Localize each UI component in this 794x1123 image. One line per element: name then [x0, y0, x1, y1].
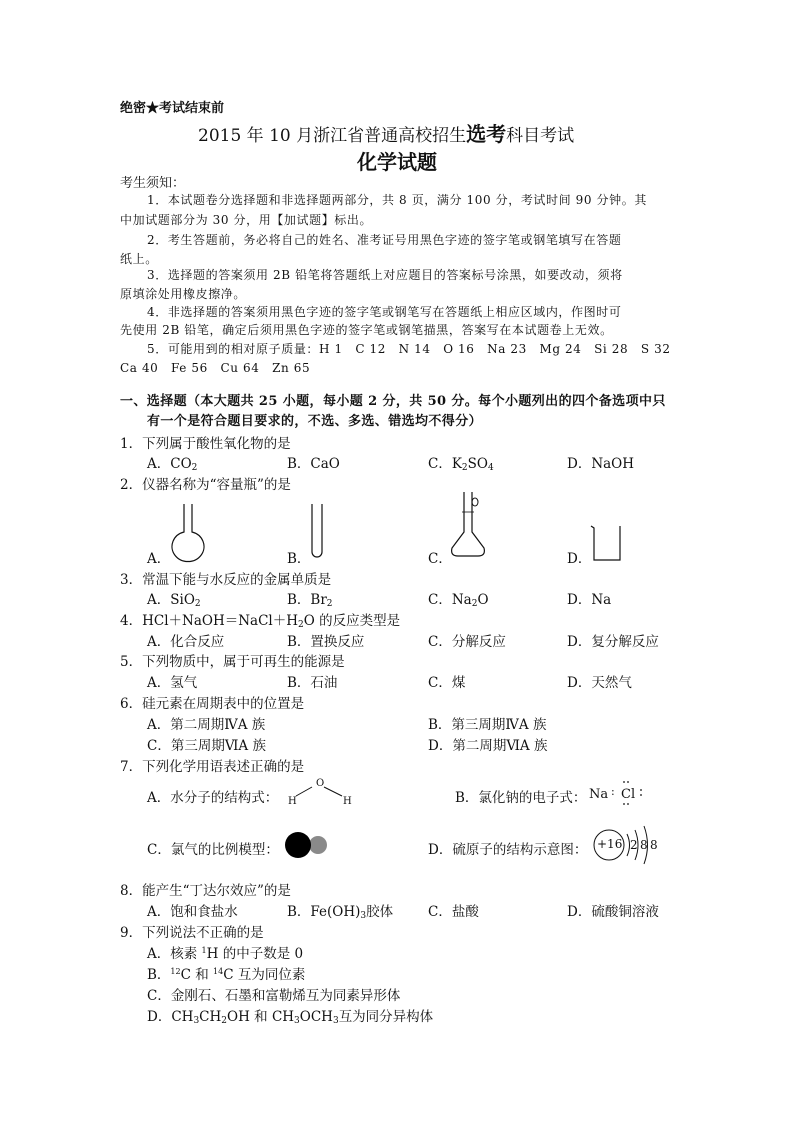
- question-5-stem: 5．下列物质中，属于可再生的能源是: [120, 654, 345, 670]
- q5-option-b: B．石油: [287, 675, 338, 691]
- water-hydrogen-left-label: H: [288, 796, 297, 807]
- notice-line: 中加试题部分为 30 分，用【加试题】标出。: [120, 213, 373, 227]
- q8-option-b: B．$Fe(OH)_3$胶体: [287, 904, 394, 921]
- electron-dots: [617, 779, 647, 807]
- volumetric-flask-icon: [448, 490, 488, 562]
- q3-option-a: A．SiO$_2$: [147, 592, 201, 609]
- q2-option-b: B．: [287, 551, 311, 567]
- q9-option-b: B．$^{12}$C 和 $^{14}$C 互为同位素: [147, 967, 306, 983]
- question-2-stem: 2．仪器名称为“容量瓶”的是: [120, 477, 291, 493]
- notice-line: 原填涂处用橡皮擦净。: [120, 287, 247, 301]
- q1-option-a: A．$CO_2$: [147, 456, 198, 473]
- q1-option-c: C．$K_2SO_4$: [428, 456, 494, 473]
- q1-option-b: B．CaO: [287, 456, 340, 472]
- chlorine-space-filling-model-icon: [282, 830, 332, 860]
- shell-1-electrons: 2: [630, 838, 638, 852]
- confidential-mark: 绝密★考试结束前: [120, 101, 225, 116]
- notice-line: 3．选择题的答案须用 2B 铅笔将答题纸上对应题目的答案标号涂黑，如要改动，须将: [147, 268, 623, 282]
- notice-line: 5．可能用到的相对原子质量：H 1 C 12 N 14 O 16 Na 23 Mg 24 Si 28 S 32: [147, 342, 671, 356]
- q4-option-c: C．分解反应: [428, 634, 506, 650]
- q1-option-d: D．NaOH: [567, 456, 635, 472]
- q6-option-d: D．第二周期ⅥA 族: [428, 738, 548, 754]
- q7-option-a: A．水分子的结构式：: [147, 790, 279, 806]
- test-tube-icon: [307, 500, 327, 562]
- q2-option-a: A．: [147, 551, 171, 567]
- q9-option-a: A．核素 $^1$H 的中子数是 0: [147, 946, 304, 962]
- q7-option-b: B．氯化钠的电子式：: [455, 790, 587, 806]
- exam-title-pre: 2015 年 10 月浙江省普通高校招生: [198, 126, 467, 146]
- water-hydrogen-right-label: H: [343, 796, 352, 807]
- exam-title: [198, 118, 574, 147]
- exam-title-emph: 选考: [466, 122, 507, 146]
- q8-option-c: C．盐酸: [428, 904, 479, 920]
- q7-option-c: C．氯气的比例模型：: [147, 842, 279, 858]
- q9-option-c: C．金刚石、石墨和富勒烯互为同素异形体: [147, 988, 401, 1004]
- water-bond-lines: [294, 784, 346, 800]
- q4-option-a: A．化合反应: [147, 634, 225, 650]
- nacl-chlorine-label: Cl: [621, 787, 636, 802]
- nacl-sodium-label: Na: [589, 787, 609, 802]
- sulfur-nucleus-label: +16: [597, 837, 623, 851]
- notice-line: 先使用 2B 铅笔，确定后须用黑色字迹的签字笔或钢笔描黑，答案写在本试题卷上无效。: [120, 323, 613, 337]
- question-3-stem: 3．常温下能与水反应的金属单质是: [120, 572, 332, 588]
- question-8-stem: 8．能产生“丁达尔效应”的是: [120, 883, 291, 899]
- subject-title: 化学试题: [357, 150, 437, 174]
- notice-line: Ca 40 Fe 56 Cu 64 Zn 65: [120, 361, 311, 375]
- section-heading: 一、选择题（本大题共 25 小题，每小题 2 分，共 50 分。每个小题列出的四个备选项中只: [120, 394, 666, 409]
- question-9-stem: 9．下列说法不正确的是: [120, 925, 264, 941]
- q8-option-d: D．硫酸铜溶液: [567, 904, 659, 920]
- round-bottom-flask-icon: [168, 500, 208, 562]
- q2-option-c: C．: [428, 551, 452, 567]
- question-1-stem: 1．下列属于酸性氧化物的是: [120, 436, 291, 452]
- section-heading-cont: 有一个是符合题目要求的，不选、多选、错选均不得分）: [147, 414, 483, 429]
- q3-option-c: C．$Na_2O$: [428, 592, 489, 609]
- q2-option-d: D．: [567, 551, 592, 567]
- q6-option-a: A．第二周期ⅣA 族: [147, 717, 266, 733]
- q5-option-d: D．天然气: [567, 675, 632, 691]
- q7-option-d: D．硫原子的结构示意图：: [428, 842, 588, 858]
- notice-line: 1．本试题卷分选择题和非选择题两部分，共 8 页，满分 100 分，考试时间 90 分钟。其: [147, 193, 647, 207]
- question-7-stem: 7．下列化学用语表述正确的是: [120, 759, 305, 775]
- question-4-stem: 4．$HCl+NaOH=NaCl+H_2O$ 的反应类型是: [120, 613, 401, 630]
- beaker-icon: [588, 522, 624, 564]
- q3-option-d: D．Na: [567, 592, 612, 608]
- question-6-stem: 6．硅元素在周期表中的位置是: [120, 696, 305, 712]
- q3-option-b: B．$Br_2$: [287, 592, 333, 609]
- shell-2-electrons: 8: [640, 838, 648, 852]
- q4-option-b: B．置换反应: [287, 634, 365, 650]
- q9-option-d: D．$CH_3CH_2OH$ 和 $CH_3OCH_3$互为同分异构体: [147, 1009, 434, 1026]
- shell-3-electrons: 8: [650, 838, 658, 852]
- notice-line: 4．非选择题的答案须用黑色字迹的签字笔或钢笔写在答题纸上相应区域内，作图时可: [147, 305, 622, 319]
- notice-heading: 考生须知：: [120, 176, 186, 191]
- q5-option-a: A．氢气: [147, 675, 198, 691]
- notice-line: 2．考生答题前，务必将自己的姓名、准考证号用黑色字迹的签字笔或钢笔填写在答题: [147, 233, 622, 247]
- q6-option-c: C．第三周期ⅥA 族: [147, 738, 266, 754]
- water-oxygen-label: O: [316, 778, 325, 789]
- q8-option-a: A．饱和食盐水: [147, 904, 238, 920]
- q4-option-d: D．复分解反应: [567, 634, 659, 650]
- notice-line: 纸上。: [120, 252, 158, 266]
- electron-pair-dots: :: [611, 785, 615, 798]
- exam-title-post: 科目考试: [506, 126, 575, 146]
- q6-option-b: B．第三周期ⅣA 族: [428, 717, 547, 733]
- q5-option-c: C．煤: [428, 675, 466, 691]
